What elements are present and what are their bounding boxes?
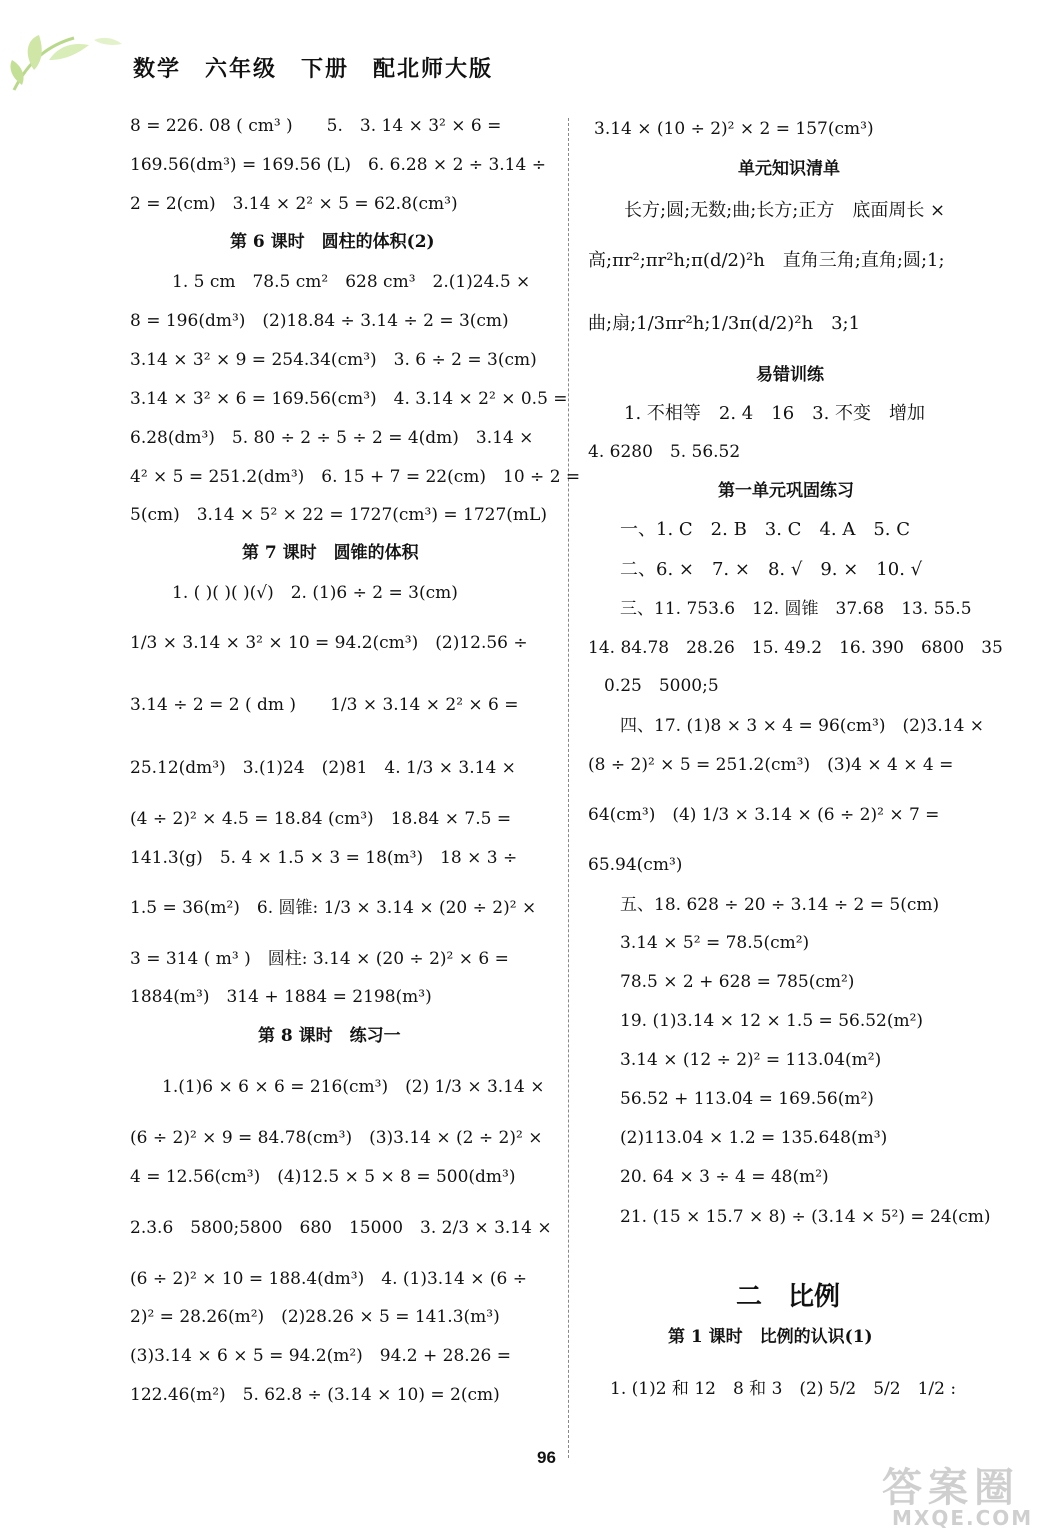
answer-line: 1.(1)6 × 6 × 6 = 216(cm³) (2) 1/3 × 3.14 × <box>162 1077 545 1097</box>
answer-line: 6.28(dm³) 5. 80 ÷ 2 ÷ 5 ÷ 2 = 4(dm) 3.14 × <box>130 428 534 448</box>
section-heading: 单元知识清单 <box>738 159 840 179</box>
answer-line: 三、11. 753.6 12. 圆锥 37.68 13. 55.5 <box>620 599 972 619</box>
answer-line: 3.14 ÷ 2 = 2 ( dm ) 1/3 × 3.14 × 2² × 6 = <box>130 695 519 715</box>
answer-line: 3.14 × 3² × 6 = 169.56(cm³) 4. 3.14 × 2² × 0.5 = <box>130 389 568 409</box>
answer-line: 1.5 = 36(m²) 6. 圆锥: 1/3 × 3.14 × (20 ÷ 2)² × <box>130 898 537 918</box>
answer-line: 3.14 × (10 ÷ 2)² × 2 = 157(cm³) <box>594 119 874 139</box>
answer-line: 141.3(g) 5. 4 × 1.5 × 3 = 18(m³) 18 × 3 ÷ <box>130 848 518 868</box>
answer-line: (4 ÷ 2)² × 4.5 = 18.84 (cm³) 18.84 × 7.5 = <box>130 809 512 829</box>
page-number: 96 <box>537 1448 556 1467</box>
answer-line: 14. 84.78 28.26 15. 49.2 16. 390 6800 35 <box>588 638 1003 658</box>
answer-line: 56.52 + 113.04 = 169.56(m²) <box>620 1089 874 1109</box>
answer-line: 3 = 314 ( m³ ) 圆柱: 3.14 × (20 ÷ 2)² × 6 = <box>130 949 509 969</box>
section-heading: 第 8 课时 练习一 <box>258 1026 401 1046</box>
watermark-url: MXQE.COM <box>892 1506 1034 1530</box>
answer-line: 3.14 × 3² × 9 = 254.34(cm³) 3. 6 ÷ 2 = 3(cm) <box>130 350 537 370</box>
page-header <box>0 0 1055 100</box>
leaf-icon <box>4 30 124 100</box>
answer-line: 25.12(dm³) 3.(1)24 (2)81 4. 1/3 × 3.14 × <box>130 758 516 778</box>
answer-line: 21. (15 × 15.7 × 8) ÷ (3.14 × 5²) = 24(cm) <box>620 1207 991 1227</box>
section-heading: 第一单元巩固练习 <box>718 481 854 501</box>
answer-line: 122.46(m²) 5. 62.8 ÷ (3.14 × 10) = 2(cm) <box>130 1385 500 1405</box>
answer-line: 高;πr²;πr²h;π(d/2)²h 直角三角;直角;圆;1; <box>588 250 945 271</box>
answer-line: (6 ÷ 2)² × 10 = 188.4(dm³) 4. (1)3.14 × (6 ÷ <box>130 1269 527 1289</box>
answer-line: 长方;圆;无数;曲;长方;正方 底面周长 × <box>624 200 946 221</box>
answer-line: 169.56(dm³) = 169.56 (L) 6. 6.28 × 2 ÷ 3.14 ÷ <box>130 155 546 175</box>
answer-line: 5(cm) 3.14 × 5² × 22 = 1727(cm³) = 1727(mL) <box>130 505 547 525</box>
section-heading: 第 6 课时 圆柱的体积(2) <box>230 232 435 252</box>
answer-line: 78.5 × 2 + 628 = 785(cm²) <box>620 972 855 992</box>
answer-line: 2.3.6 5800;5800 680 15000 3. 2/3 × 3.14 × <box>130 1218 552 1238</box>
answer-line: 1. (1)2 和 12 8 和 3 (2) 5/2 5/2 1/2 : <box>610 1379 957 1399</box>
answer-line: 1/3 × 3.14 × 3² × 10 = 94.2(cm³) (2)12.56 ÷ <box>130 633 528 653</box>
answer-line: 二、6. × 7. × 8. √ 9. × 10. √ <box>620 559 923 580</box>
answer-line: 8 = 226. 08 ( cm³ ) 5. 3. 14 × 3² × 6 = <box>130 116 502 136</box>
answer-line: 4 = 12.56(cm³) (4)12.5 × 5 × 8 = 500(dm³) <box>130 1167 516 1187</box>
answer-line: 20. 64 × 3 ÷ 4 = 48(m²) <box>620 1167 829 1187</box>
column-divider <box>568 118 569 1458</box>
watermark-text: 答案圈 <box>882 1465 1020 1511</box>
answer-line: 64(cm³) (4) 1/3 × 3.14 × (6 ÷ 2)² × 7 = <box>588 805 940 825</box>
answer-line: (2)113.04 × 1.2 = 135.648(m³) <box>620 1128 888 1148</box>
answer-line: 五、18. 628 ÷ 20 ÷ 3.14 ÷ 2 = 5(cm) <box>620 895 940 915</box>
answer-line: 1884(m³) 314 + 1884 = 2198(m³) <box>130 987 432 1007</box>
answer-line: 1. ( )( )( )(√) 2. (1)6 ÷ 2 = 3(cm) <box>172 583 458 603</box>
answer-line: 65.94(cm³) <box>588 855 683 875</box>
answer-line: 19. (1)3.14 × 12 × 1.5 = 56.52(m²) <box>620 1011 924 1031</box>
watermark-logo <box>872 1456 1047 1534</box>
answer-line: 一、1. C 2. B 3. C 4. A 5. C <box>620 519 911 540</box>
answer-line: 4² × 5 = 251.2(dm³) 6. 15 + 7 = 22(cm) 10 ÷ 2 = <box>130 467 581 487</box>
answer-line: 4. 6280 5. 56.52 <box>588 442 741 462</box>
answer-line: 3.14 × 5² = 78.5(cm²) <box>620 933 810 953</box>
answer-line: 3.14 × (12 ÷ 2)² = 113.04(m²) <box>620 1050 882 1070</box>
answer-line: 2 = 2(cm) 3.14 × 2² × 5 = 62.8(cm³) <box>130 194 458 214</box>
answer-line: 2)² = 28.26(m²) (2)28.26 × 5 = 141.3(m³) <box>130 1307 500 1327</box>
chapter-heading: 二 比例 <box>736 1282 841 1312</box>
answer-line: 曲;扇;1/3πr²h;1/3π(d/2)²h 3;1 <box>588 313 861 334</box>
answer-line: 四、17. (1)8 × 3 × 4 = 96(cm³) (2)3.14 × <box>620 716 985 736</box>
section-heading: 第 7 课时 圆锥的体积 <box>242 543 419 563</box>
answer-line: 0.25 5000;5 <box>604 676 719 696</box>
answer-line: (3)3.14 × 6 × 5 = 94.2(m²) 94.2 + 28.26 = <box>130 1346 511 1366</box>
answer-line: (8 ÷ 2)² × 5 = 251.2(cm³) (3)4 × 4 × 4 = <box>588 755 954 775</box>
section-heading: 易错训练 <box>756 365 824 385</box>
answer-line: 1. 5 cm 78.5 cm² 628 cm³ 2.(1)24.5 × <box>172 272 531 292</box>
answer-line: 1. 不相等 2. 4 16 3. 不变 增加 <box>624 403 926 424</box>
section-heading: 第 1 课时 比例的认识(1) <box>668 1327 873 1347</box>
page-title: 数学 六年级 下册 配北师大版 <box>133 56 494 82</box>
answer-line: 8 = 196(dm³) (2)18.84 ÷ 3.14 ÷ 2 = 3(cm) <box>130 311 509 331</box>
answer-line: (6 ÷ 2)² × 9 = 84.78(cm³) (3)3.14 × (2 ÷ 2)² × <box>130 1128 543 1148</box>
